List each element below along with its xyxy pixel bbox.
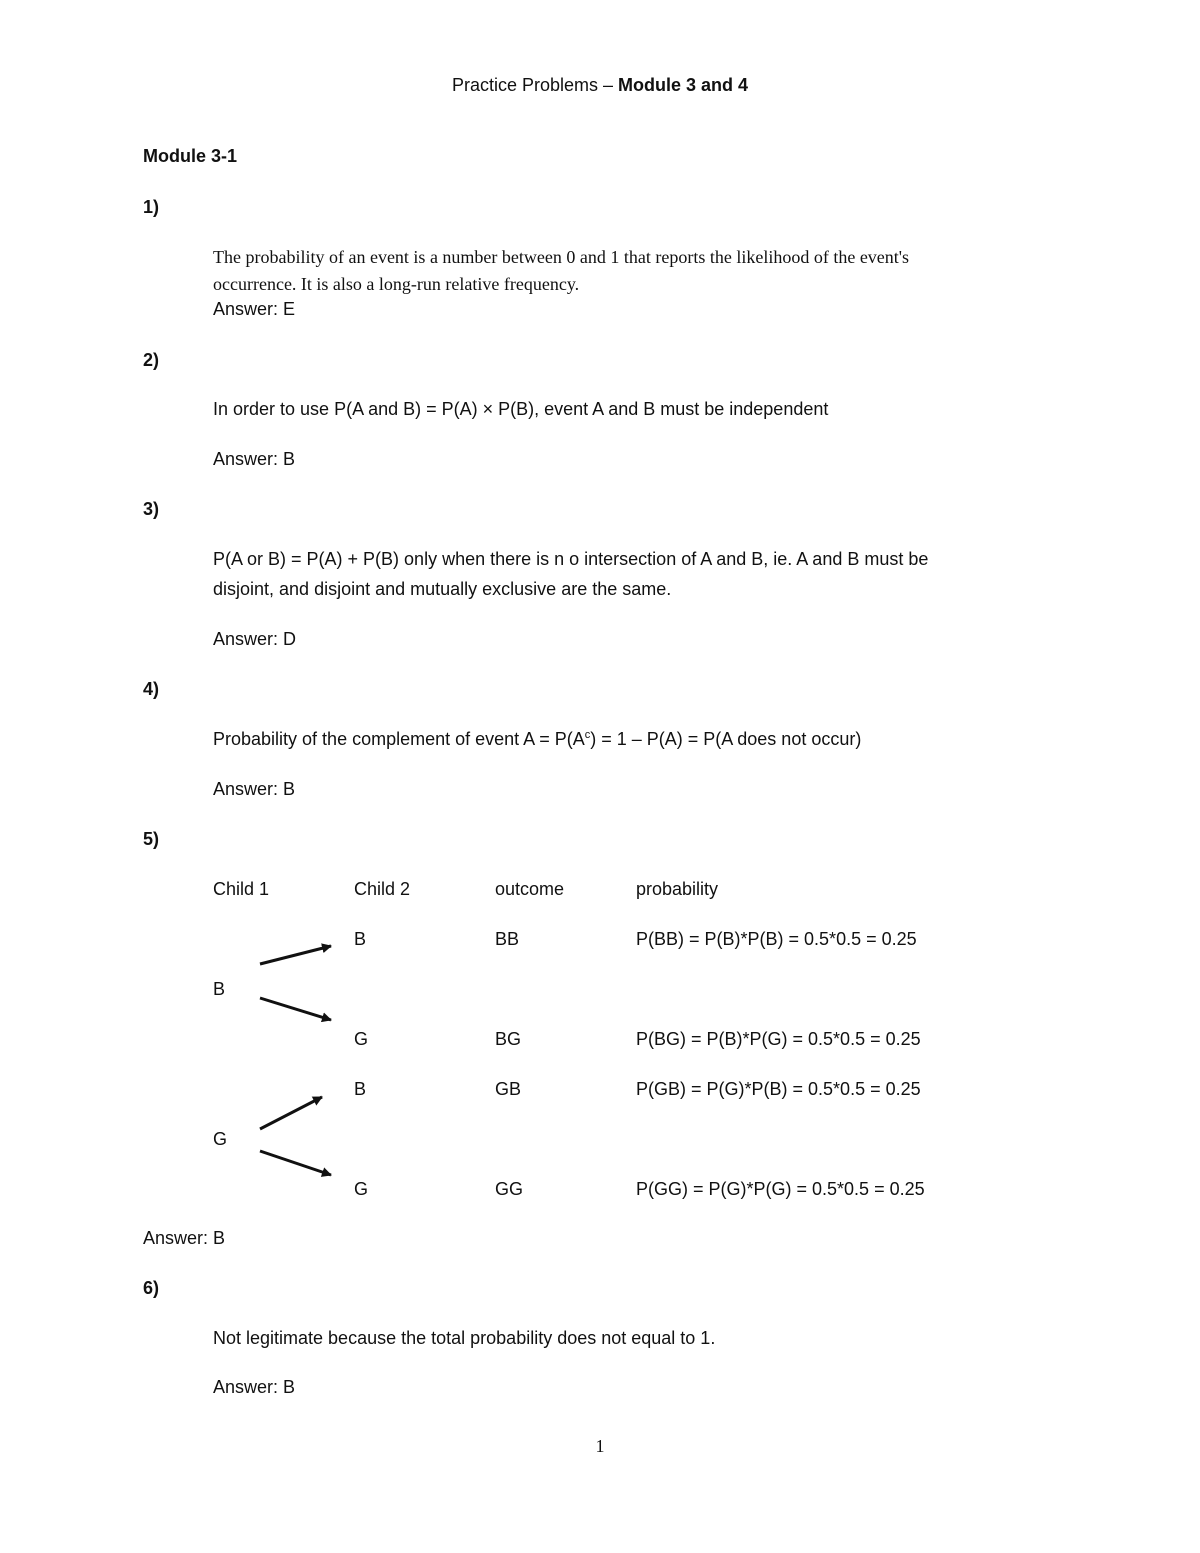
q6-text: Not legitimate because the total probability does not equal to 1. [213,1328,716,1348]
question-number-1: 1) [143,197,160,217]
page-title-regular: Practice Problems – [451,75,619,95]
tree-child2-node: B [354,929,367,949]
page-title-bold: Module 3 and 4 [618,75,749,95]
tree-probability: P(GB) = P(G)*P(B) = 0.5*0.5 = 0.25 [636,1079,921,1099]
tree-outcome: BB [495,929,520,949]
question-number-6: 6) [143,1278,160,1298]
tree-header-child1: Child 1 [213,879,270,899]
section-heading: Module 3-1 [143,146,238,166]
question-number-5: 5) [143,829,160,849]
tree-arrow [260,998,331,1020]
page-number: 1 [595,1436,605,1456]
tree-header-child2: Child 2 [354,879,411,899]
tree-arrow [260,946,331,964]
tree-probability: P(GG) = P(G)*P(G) = 0.5*0.5 = 0.25 [636,1179,925,1199]
q2-answer: Answer: B [213,449,296,469]
q1-text-line1: The probability of an event is a number between 0 and 1 that reports the likelihood of the event's [213,247,910,267]
tree-child1-node: B [213,979,226,999]
q2-text: In order to use P(A and B) = P(A) × P(B), event A and B must be independent [213,399,829,419]
q1-text-line2: occurrence. It is also a long-run relative frequency. [213,274,580,294]
q3-text-line1: P(A or B) = P(A) + P(B) only when there is n o intersection of A and B, ie. A and B must be [213,549,929,569]
q5-answer: Answer: B [143,1228,226,1248]
q4-text-after: ) = 1 – P(A) = P(A does not occur) [590,729,862,749]
tree-child1-node: G [213,1129,228,1149]
q1-answer: Answer: E [213,299,296,319]
tree-header-outcome: outcome [495,879,565,899]
q4-superscript: c [584,729,591,741]
q6-answer: Answer: B [213,1377,296,1397]
question-number-3: 3) [143,499,160,519]
tree-arrow [260,1151,331,1175]
q3-text-line2: disjoint, and disjoint and mutually exclusive are the same. [213,579,672,599]
tree-probability: P(BG) = P(B)*P(G) = 0.5*0.5 = 0.25 [636,1029,921,1049]
q4-answer: Answer: B [213,779,296,799]
q4-text-before: Probability of the complement of event A = P(A [213,729,585,749]
tree-outcome: GG [495,1179,524,1199]
tree-outcome: BG [495,1029,522,1049]
tree-child2-node: B [354,1079,367,1099]
tree-header-probability: probability [636,879,719,899]
question-number-2: 2) [143,350,160,370]
tree-probability: P(BB) = P(B)*P(B) = 0.5*0.5 = 0.25 [636,929,917,949]
tree-child2-node: G [354,1029,369,1049]
q3-answer: Answer: D [213,629,297,649]
question-number-4: 4) [143,679,160,699]
tree-child2-node: G [354,1179,369,1199]
tree-arrow [260,1097,322,1129]
tree-outcome: GB [495,1079,522,1099]
